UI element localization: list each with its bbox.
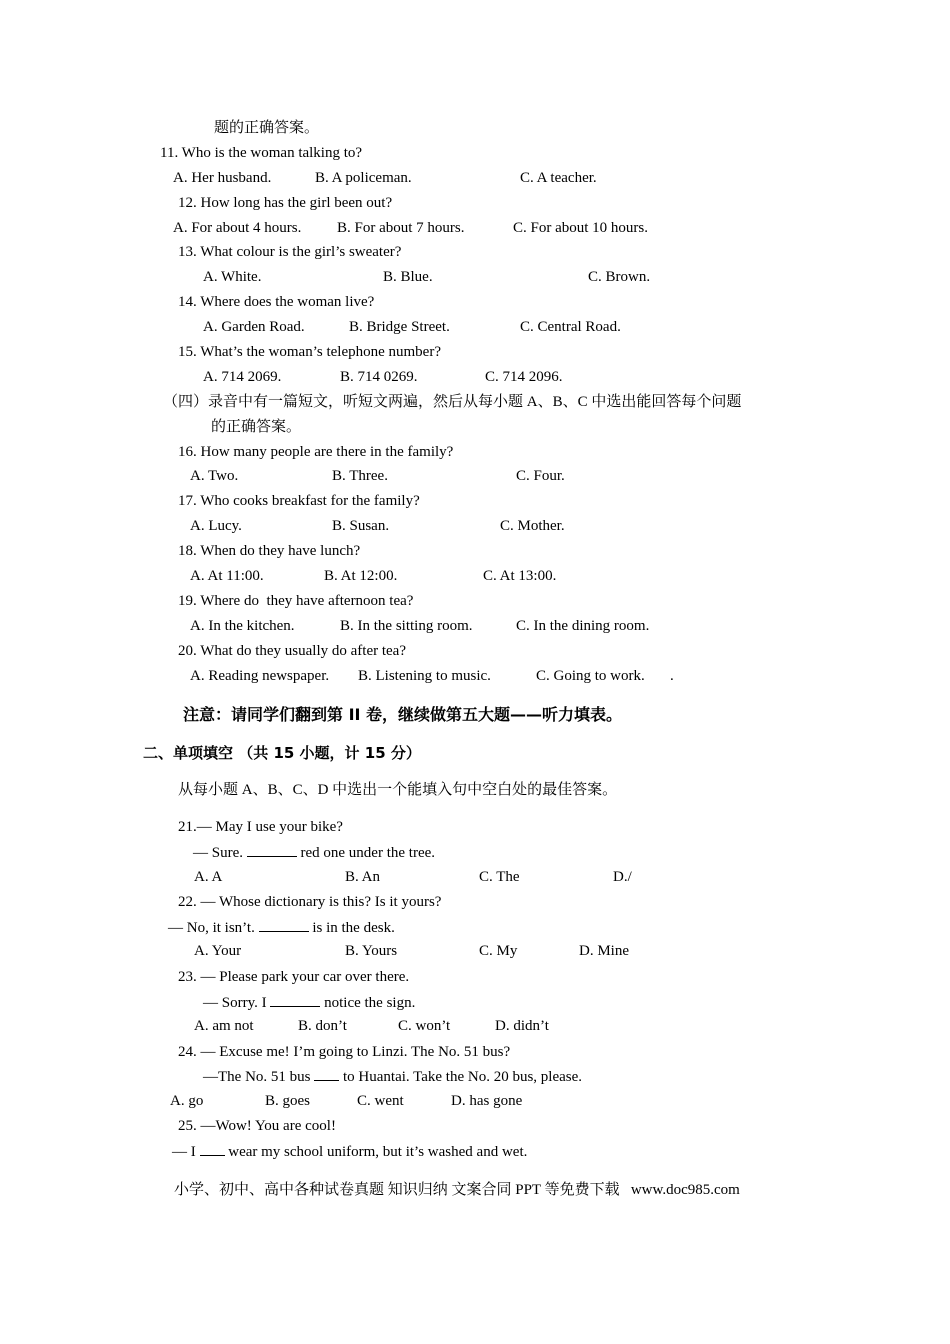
question-22-line-2: — No, it isn’t. is in the desk. (168, 917, 395, 938)
question-22-option-d: D. Mine (579, 943, 629, 959)
question-22-option-b: B. Yours (345, 943, 398, 959)
question-18-stem: 18. When do they have lunch? (178, 543, 361, 559)
question-12-stem: 12. How long has the girl been out? (178, 195, 393, 211)
question-25-line-1: 25. —Wow! You are cool! (178, 1118, 336, 1134)
question-23-option-d: D. didn’t (495, 1018, 549, 1034)
part-4-instruction-line-2: 的正确答案。 (211, 419, 302, 435)
question-14-option-a: A. Garden Road. (203, 319, 305, 335)
question-21-option-a: A. A (194, 869, 223, 885)
question-21-option-d: D./ (613, 869, 632, 885)
section-2-title: 二、单项填空 （共 15 小题，计 15 分） (143, 744, 421, 762)
question-23-option-b: B. don’t (298, 1018, 347, 1034)
question-11-option-b: B. A policeman. (315, 170, 412, 186)
question-11-option-a: A. Her husband. (173, 170, 272, 186)
question-22-option-c: C. My (479, 943, 518, 959)
question-22-option-a: A. Your (194, 943, 242, 959)
question-19-option-b: B. In the sitting room. (340, 618, 473, 634)
question-20-option-b: B. Listening to music. (358, 668, 491, 684)
question-22-line-1: 22. — Whose dictionary is this? Is it yours? (178, 894, 442, 910)
question-17-option-b: B. Susan. (332, 518, 390, 534)
question-21-option-b: B. An (345, 869, 381, 885)
question-16-stem: 16. How many people are there in the family? (178, 444, 454, 460)
part-4-instruction-line-1: （四）录音中有一篇短文，听短文两遍，然后从每小题 A、B、C 中选出能回答每个问题 (163, 394, 742, 410)
question-15-option-a: A. 714 2069. (203, 369, 282, 385)
question-25-line-2: — I wear my school uniform, but it’s washed and wet. (172, 1141, 527, 1162)
question-11-stem: 11. Who is the woman talking to? (160, 145, 363, 161)
question-15-stem: 15. What’s the woman’s telephone number? (178, 344, 441, 360)
question-21-line-2: — Sure. red one under the tree. (193, 842, 435, 863)
question-24-option-a: A. go (170, 1093, 204, 1109)
page-footer: 小学、初中、高中各种试卷真题 知识归纳 文案合同 PPT 等免费下载 www.doc985.com (174, 1182, 740, 1198)
question-13-option-b: B. Blue. (383, 269, 433, 285)
question-16-option-b: B. Three. (332, 468, 388, 484)
question-19-option-c: C. In the dining room. (516, 618, 650, 634)
question-24-option-d: D. has gone (451, 1093, 523, 1109)
question-17-option-a: A. Lucy. (190, 518, 242, 534)
question-20-option-c: C. Going to work. (536, 668, 645, 684)
question-21-line-1: 21.— May I use your bike? (178, 819, 343, 835)
question-13-stem: 13. What colour is the girl’s sweater? (178, 244, 402, 260)
question-12-option-c: C. For about 10 hours. (513, 220, 648, 236)
question-17-stem: 17. Who cooks breakfast for the family? (178, 493, 420, 509)
question-21-option-c: C. The (479, 869, 520, 885)
notice-turn-page: 注意：请同学们翻到第 II 卷，继续做第五大题——听力填表。 (183, 705, 623, 724)
answer-blank (259, 917, 309, 932)
question-20-option-a: A. Reading newspaper. (190, 668, 330, 684)
question-18-option-b: B. At 12:00. (324, 568, 398, 584)
question-19-option-a: A. In the kitchen. (190, 618, 295, 634)
question-13-option-c: C. Brown. (588, 269, 651, 285)
question-20-stem: 20. What do they usually do after tea? (178, 643, 406, 659)
question-15-option-b: B. 714 0269. (340, 369, 418, 385)
question-24-line-2: —The No. 51 bus to Huantai. Take the No. 20 bus, please. (203, 1066, 582, 1087)
question-13-option-a: A. White. (203, 269, 262, 285)
question-16-option-a: A. Two. (190, 468, 239, 484)
question-24-option-c: C. went (357, 1093, 404, 1109)
answer-blank (200, 1141, 225, 1156)
question-14-option-c: C. Central Road. (520, 319, 621, 335)
question-14-stem: 14. Where does the woman live? (178, 294, 375, 310)
instruction-continuation: 题的正确答案。 (214, 120, 320, 136)
question-18-option-a: A. At 11:00. (190, 568, 264, 584)
question-23-option-c: C. won’t (398, 1018, 451, 1034)
question-24-option-b: B. goes (265, 1093, 310, 1109)
section-2-instruction: 从每小题 A、B、C、D 中选出一个能填入句中空白处的最佳答案。 (178, 782, 618, 798)
question-16-option-c: C. Four. (516, 468, 565, 484)
question-17-option-c: C. Mother. (500, 518, 565, 534)
question-12-option-b: B. For about 7 hours. (337, 220, 465, 236)
answer-blank (314, 1066, 339, 1081)
question-23-line-2: — Sorry. I notice the sign. (203, 992, 415, 1013)
question-18-option-c: C. At 13:00. (483, 568, 557, 584)
question-11-option-c: C. A teacher. (520, 170, 597, 186)
question-24-line-1: 24. — Excuse me! I’m going to Linzi. The No. 51 bus? (178, 1044, 511, 1060)
question-20-trailing-mark: . (670, 668, 674, 684)
question-14-option-b: B. Bridge Street. (349, 319, 450, 335)
answer-blank (247, 842, 297, 857)
question-15-option-c: C. 714 2096. (485, 369, 563, 385)
answer-blank (270, 992, 320, 1007)
question-19-stem: 19. Where do they have afternoon tea? (178, 593, 414, 609)
question-12-option-a: A. For about 4 hours. (173, 220, 302, 236)
question-23-line-1: 23. — Please park your car over there. (178, 969, 410, 985)
question-23-option-a: A. am not (194, 1018, 254, 1034)
